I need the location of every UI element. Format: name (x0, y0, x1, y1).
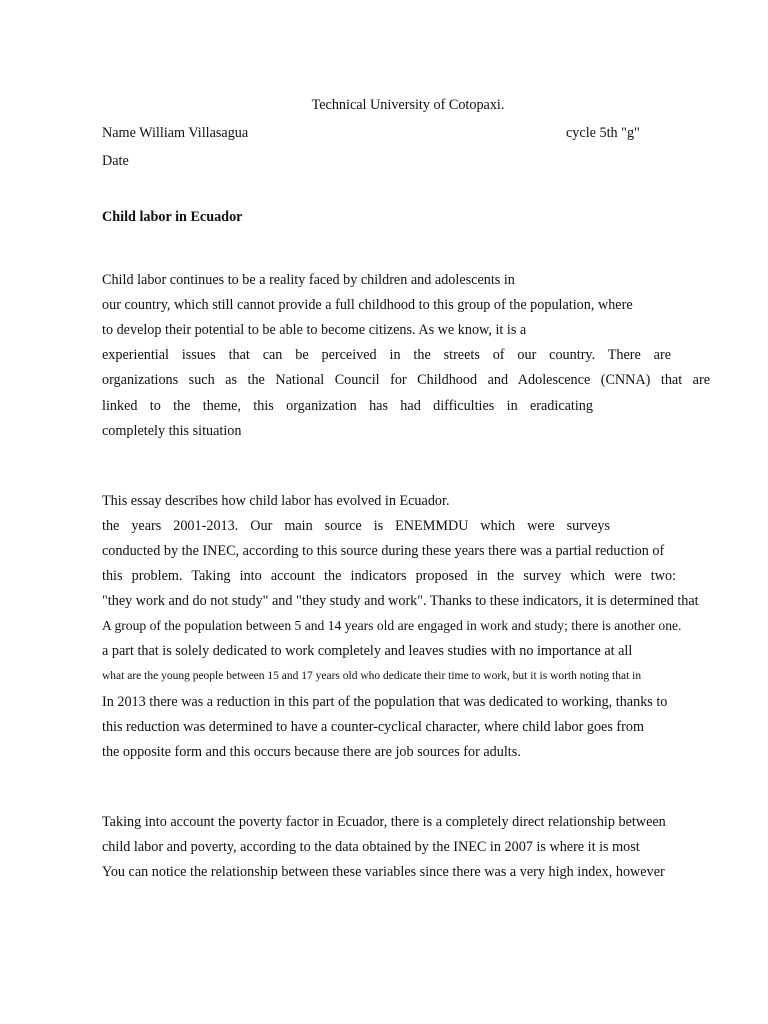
paragraph-line: This essay describes how child labor has evolved in Ecuador. (102, 493, 450, 509)
essay-title: Child labor in Ecuador (102, 209, 243, 225)
paragraph-line: Child labor continues to be a reality faced by children and adolescents in (102, 272, 515, 288)
paragraph-line: what are the young people between 15 and 17 years old who dedicate their time to work, but it is worth noting that in (102, 670, 642, 682)
paragraph-line: completely this situation (102, 423, 242, 439)
date-label: Date (102, 153, 129, 169)
paragraph-line: to develop their potential to be able to become citizens. As we know, it is a (102, 322, 527, 338)
paragraph-line: this problem. Taking into account the indicators proposed in the survey which were two: (102, 568, 676, 584)
paragraph-line: a part that is solely dedicated to work completely and leaves studies with no importance at all (102, 643, 633, 659)
paragraph-line: the years 2001-2013. Our main source is ENEMMDU which were surveys (102, 518, 610, 534)
paragraph-line: linked to the theme, this organization has had difficulties in eradicating (102, 398, 593, 414)
paragraph-line: "they work and do not study" and "they study and work". Thanks to these indicators, it is determined that (102, 593, 699, 609)
cycle-label: cycle 5th "g" (566, 125, 640, 141)
paragraph-line: Taking into account the poverty factor in Ecuador, there is a completely direct relationship between (102, 814, 666, 830)
paragraph-line: conducted by the INEC, according to this source during these years there was a partial reduction of (102, 543, 665, 559)
paragraph-line: In 2013 there was a reduction in this part of the population that was dedicated to working, thanks to (102, 694, 668, 710)
paragraph-line: the opposite form and this occurs because there are job sources for adults. (102, 744, 521, 760)
paragraph-line: child labor and poverty, according to the data obtained by the INEC in 2007 is where it is most (102, 839, 640, 855)
paragraph-line: this reduction was determined to have a counter-cyclical character, where child labor goes from (102, 719, 644, 735)
paragraph-line: A group of the population between 5 and 14 years old are engaged in work and study; there is another one. (102, 618, 682, 633)
university-heading: Technical University of Cotopaxi. (311, 97, 505, 113)
paragraph-line: our country, which still cannot provide a full childhood to this group of the population, where (102, 297, 633, 313)
paragraph-line: You can notice the relationship between these variables since there was a very high index, however (102, 864, 665, 880)
student-name: Name William Villasagua (102, 125, 249, 141)
paragraph-line: experiential issues that can be perceived in the streets of our country. There are (102, 347, 671, 363)
paragraph-line: organizations such as the National Council for Childhood and Adolescence (CNNA) that are (102, 372, 710, 388)
